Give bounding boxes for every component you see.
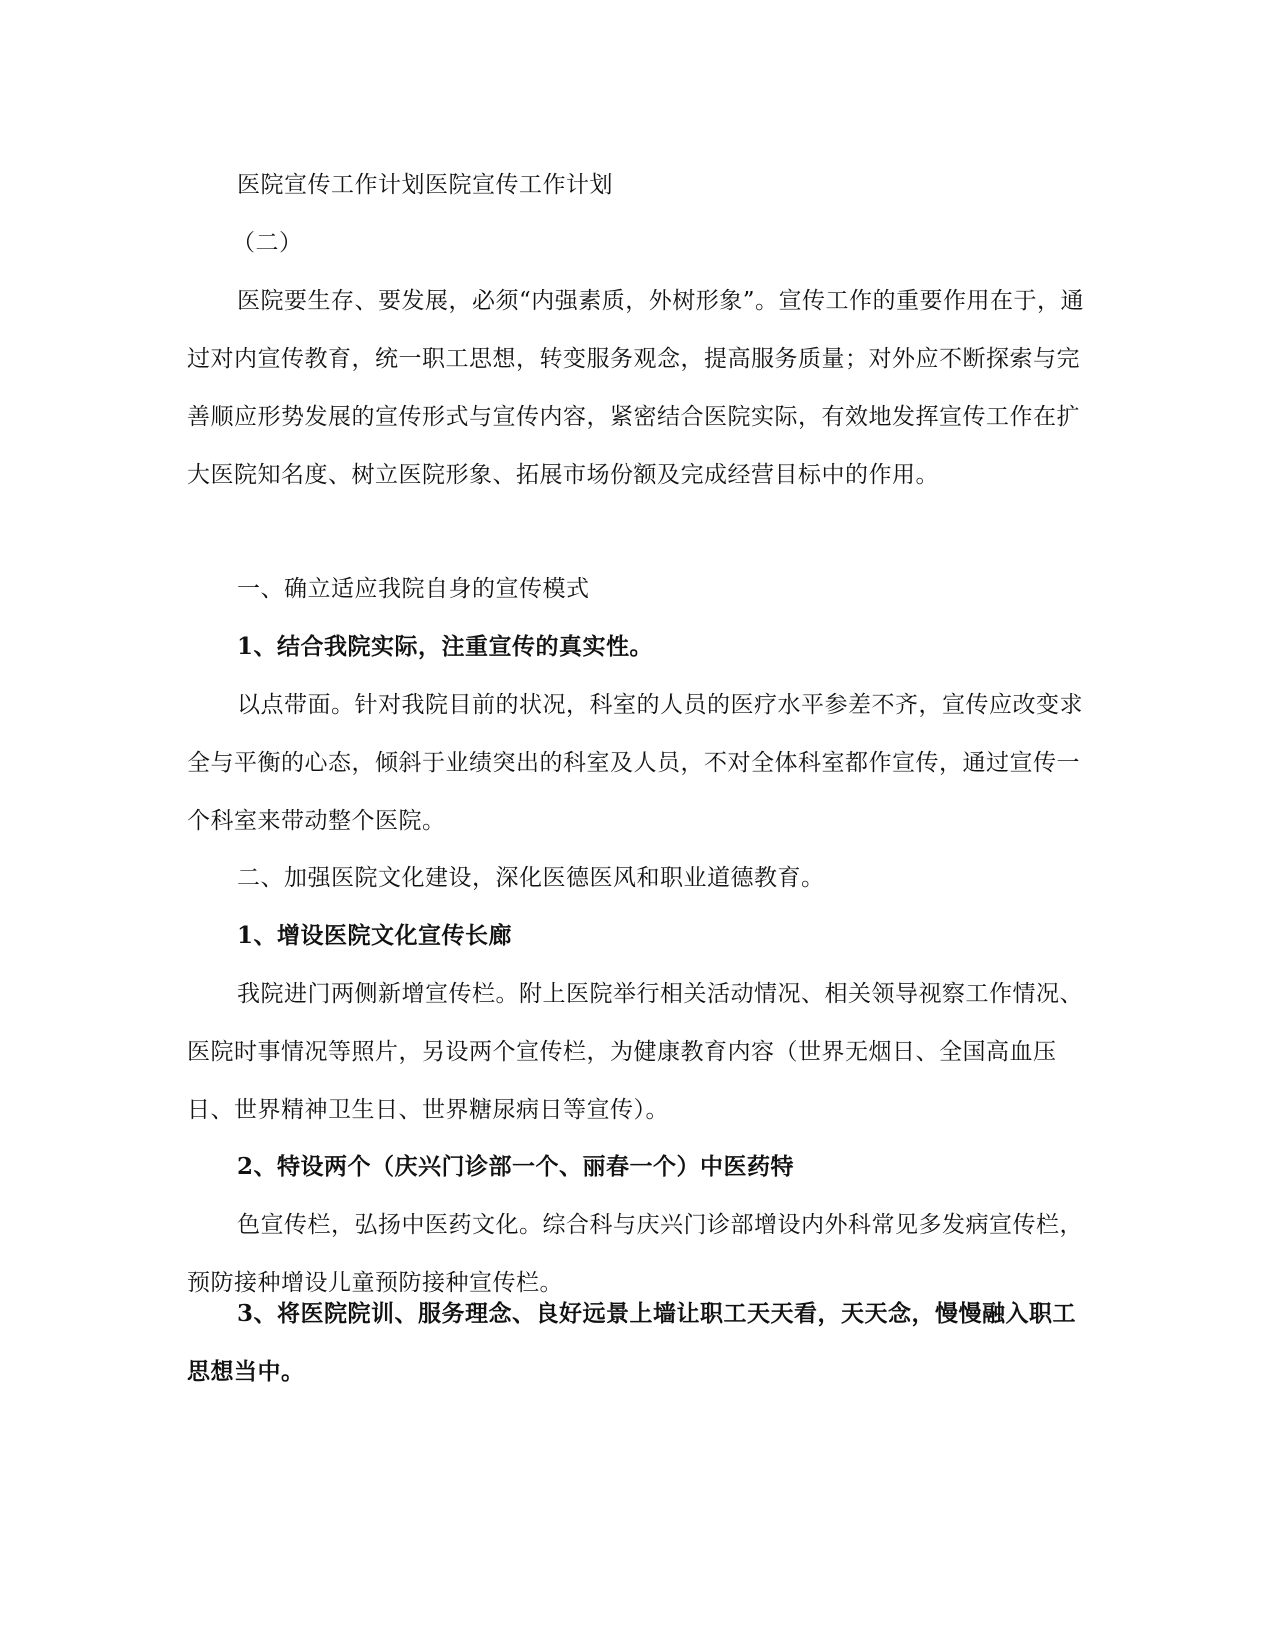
section-heading-2: 二、加强医院文化建设，深化医德医风和职业道德教育。: [237, 865, 825, 891]
section-heading-1: 一、确立适应我院自身的宣传模式: [237, 576, 590, 602]
subsection-heading-2-3: 3、将医院院训、服务理念、良好远景上墙让职工天天看，天天念，慢慢融入职工思想当中。: [187, 1300, 1077, 1385]
paragraph-point-to-surface: 以点带面。针对我院目前的状况，科室的人员的医疗水平参差不齐，宣传应改变求全与平衡的心态，倾斜于业绩突出的科室及人员，不对全体科室都作宣传，通过宣传一个科室来带动整个医院。: [187, 692, 1083, 834]
document-title: 医院宣传工作计划医院宣传工作计划: [237, 172, 613, 198]
document-subtitle: （二）: [232, 230, 303, 256]
subsection-heading-2-2: 2、特设两个（庆兴门诊部一个、丽春一个）中医药特: [237, 1153, 795, 1180]
intro-paragraph: 医院要生存、要发展，必须“内强素质，外树形象”。宣传工作的重要作用在于，通过对内宣传教育，统一职工思想，转变服务观念，提高服务质量；对外应不断探索与完善顺应形势发展的宣传形式与宣传内容，紧密结合医院实际，有效地发挥宣传工作在扩大医院知名度、树立医院形象、拓展市场份额及完成经营目标中的作用。: [187, 288, 1085, 488]
paragraph-bulletin-boards: 我院进门两侧新增宣传栏。附上医院举行相关活动情况、相关领导视察工作情况、医院时事情况等照片，另设两个宣传栏，为健康教育内容（世界无烟日、全国高血压日、世界精神卫生日、世界糖尿病日等宣传）。: [187, 981, 1083, 1123]
paragraph-tcm-boards: 色宣传栏，弘扬中医药文化。综合科与庆兴门诊部增设内外科常见多发病宣传栏，预防接种增设儿童预防接种宣传栏。: [187, 1212, 1083, 1296]
subsection-heading-1-1: 1、结合我院实际，注重宣传的真实性。: [237, 633, 654, 660]
subsection-heading-2-1: 1、增设医院文化宣传长廊: [237, 922, 513, 949]
